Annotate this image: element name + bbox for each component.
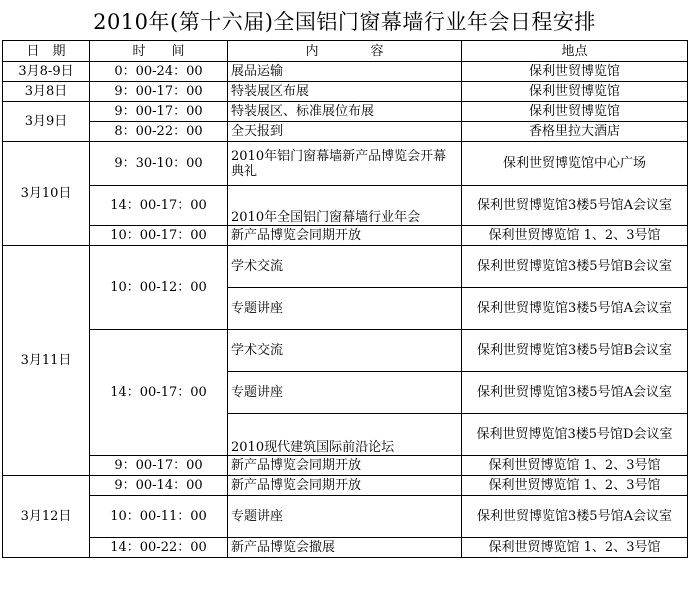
- location-cell: 保利世贸博览馆3楼5号馆A会议室: [462, 186, 688, 226]
- content-cell: 专题讲座: [228, 288, 462, 330]
- time-cell: 9：00-17：00: [90, 102, 228, 122]
- content-cell: 新产品博览会同期开放: [228, 226, 462, 246]
- location-cell: 保利世贸博览馆3楼5号馆D会议室: [462, 414, 688, 456]
- content-cell: 专题讲座: [228, 496, 462, 538]
- table-row: [3, 186, 688, 226]
- header-row: [3, 41, 688, 62]
- content-cell: 新产品博览会撤展: [228, 538, 462, 558]
- table-row: [3, 122, 688, 142]
- location-cell: 保利世贸博览馆3楼5号馆B会议室: [462, 330, 688, 372]
- table-row: [3, 476, 688, 496]
- time-cell: 9：00-17：00: [90, 82, 228, 102]
- time-cell: 9：00-14：00: [90, 476, 228, 496]
- header-content: 内 容: [228, 41, 462, 62]
- header-time: 时 间: [90, 41, 228, 62]
- location-cell: 保利世贸博览馆3楼5号馆A会议室: [462, 288, 688, 330]
- page-title: 2010年(第十六届)全国铝门窗幕墙行业年会日程安排: [93, 10, 596, 34]
- header-location: 地点: [462, 41, 688, 62]
- location-cell: 保利世贸博览馆 1、2、3号馆: [462, 456, 688, 476]
- date-cell: 3月9日: [3, 102, 90, 142]
- date-cell: 3月10日: [3, 142, 90, 246]
- content-cell: 新产品博览会同期开放: [228, 476, 462, 496]
- time-cell: 14：00-17：00: [90, 186, 228, 226]
- time-cell: 9：30-10：00: [90, 142, 228, 186]
- table-row: [3, 496, 688, 538]
- table-row: [3, 226, 688, 246]
- content-cell: 专题讲座: [228, 372, 462, 414]
- location-cell: 保利世贸博览馆3楼5号馆A会议室: [462, 372, 688, 414]
- header-date: 日 期: [3, 41, 90, 62]
- content-cell: 学术交流: [228, 246, 462, 288]
- time-cell: 14：00-17：00: [90, 330, 228, 456]
- date-cell: 3月8-9日: [3, 62, 90, 82]
- time-cell: 8：00-22：00: [90, 122, 228, 142]
- location-cell: 保利世贸博览馆 1、2、3号馆: [462, 226, 688, 246]
- content-cell: 2010年全国铝门窗幕墙行业年会: [228, 186, 462, 226]
- table-row: [3, 246, 688, 288]
- time-cell: 14：00-22：00: [90, 538, 228, 558]
- location-cell: 保利世贸博览馆: [462, 102, 688, 122]
- table-row: [3, 102, 688, 122]
- content-cell: 全天报到: [228, 122, 462, 142]
- content-cell: 2010年铝门窗幕墙新产品博览会开幕典礼: [228, 142, 462, 186]
- schedule-table: [2, 40, 688, 558]
- table-row: [3, 142, 688, 186]
- date-cell: 3月11日: [3, 246, 90, 476]
- table-row: [3, 456, 688, 476]
- location-cell: 保利世贸博览馆 1、2、3号馆: [462, 476, 688, 496]
- table-row: [3, 62, 688, 82]
- location-cell: 保利世贸博览馆3楼5号馆A会议室: [462, 496, 688, 538]
- table-row: [3, 82, 688, 102]
- location-cell: 保利世贸博览馆3楼5号馆B会议室: [462, 246, 688, 288]
- time-cell: 10：00-11：00: [90, 496, 228, 538]
- time-cell: 9：00-17：00: [90, 456, 228, 476]
- time-cell: 10：00-12：00: [90, 246, 228, 330]
- time-cell: 10：00-17：00: [90, 226, 228, 246]
- date-cell: 3月12日: [3, 476, 90, 558]
- content-cell: 2010现代建筑国际前沿论坛: [228, 414, 462, 456]
- date-cell: 3月8日: [3, 82, 90, 102]
- table-row: [3, 330, 688, 372]
- location-cell: 保利世贸博览馆: [462, 62, 688, 82]
- location-cell: 香格里拉大酒店: [462, 122, 688, 142]
- location-cell: 保利世贸博览馆 1、2、3号馆: [462, 538, 688, 558]
- content-cell: 学术交流: [228, 330, 462, 372]
- content-cell: 展品运输: [228, 62, 462, 82]
- time-cell: 0：00-24：00: [90, 62, 228, 82]
- content-cell: 新产品博览会同期开放: [228, 456, 462, 476]
- location-cell: 保利世贸博览馆: [462, 82, 688, 102]
- location-cell: 保利世贸博览馆中心广场: [462, 142, 688, 186]
- table-row: [3, 538, 688, 558]
- content-cell: 特装展区、标准展位布展: [228, 102, 462, 122]
- content-cell: 特装展区布展: [228, 82, 462, 102]
